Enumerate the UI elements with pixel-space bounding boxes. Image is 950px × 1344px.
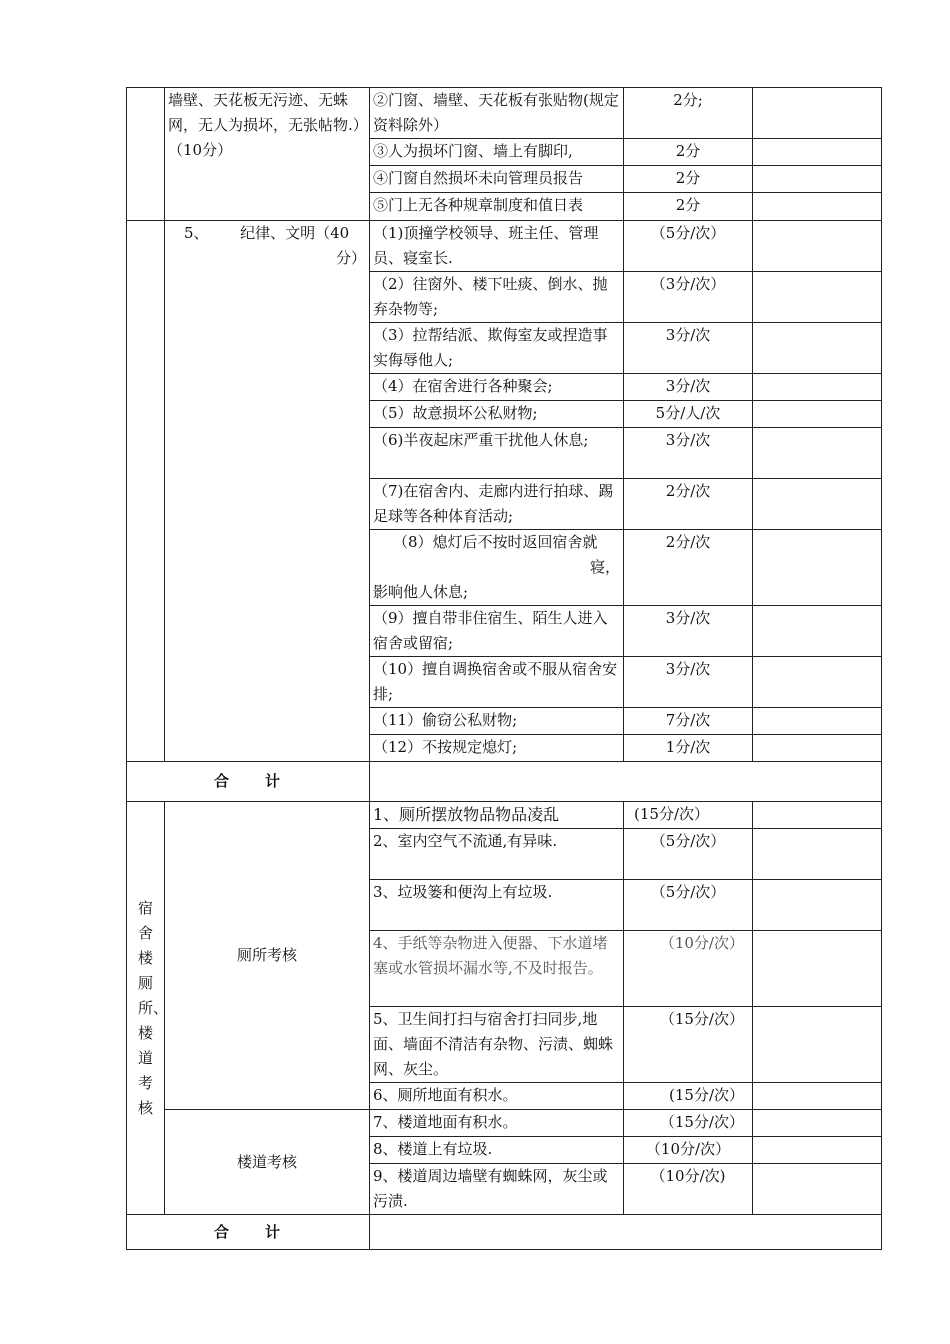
- item-score: (15分/次）: [624, 802, 753, 829]
- item-score: 3分/次: [624, 606, 753, 657]
- item-text-multi: [370, 530, 624, 606]
- item-score: 3分/次: [624, 657, 753, 708]
- blank-cell: [753, 323, 882, 374]
- category-wall: 墙壁、天花板无污迹、无蛛网，无人为损坏，无张帖物.）（10分）: [165, 88, 370, 221]
- blank-cell: [753, 530, 882, 606]
- item-line: （8）熄灯后不按时返回宿舍就: [393, 533, 598, 551]
- total-value-cell: [370, 1215, 882, 1250]
- item-text: （3）拉帮结派、欺侮室友或捏造事实侮辱他人;: [370, 323, 624, 374]
- item-text: （7)在宿舍内、走廊内进行拍球、踢足球等各种体育活动;: [370, 479, 624, 530]
- total-value-cell: [370, 762, 882, 802]
- blank-cell: [753, 802, 882, 829]
- blank-cell: [753, 428, 882, 479]
- item-text: （12）不按规定熄灯;: [370, 735, 624, 762]
- blank-cell: [753, 166, 882, 193]
- item-line: 寝，: [589, 558, 620, 576]
- item-score: 2分/次: [624, 479, 753, 530]
- vertical-text: 宿舍楼厕所、楼道考核: [138, 898, 169, 1117]
- item-text: （5）故意损坏公私财物;: [370, 401, 624, 428]
- item-text: （10）擅自调换宿舍或不服从宿舍安排;: [370, 657, 624, 708]
- item-text: 9、楼道周边墙壁有蜘蛛网，灰尘或污渍.: [370, 1164, 624, 1215]
- blank-cell: [753, 1083, 882, 1110]
- item-text: ⑤门上无各种规章制度和值日表: [370, 193, 624, 221]
- item-text: （9）擅自带非住宿生、陌生人进入宿舍或留宿;: [370, 606, 624, 657]
- blank-left-cell: [127, 88, 165, 221]
- item-score: （10分/次）: [624, 1137, 753, 1164]
- item-text: （11）偷窃公私财物;: [370, 708, 624, 735]
- item-text: （2）往窗外、楼下吐痰、倒水、抛弃杂物等;: [370, 272, 624, 323]
- blank-cell: [753, 193, 882, 221]
- blank-cell: [753, 735, 882, 762]
- item-score: （10分/次）: [624, 931, 753, 1007]
- total-label: [127, 1215, 370, 1250]
- item-score: （5分/次）: [624, 880, 753, 931]
- category-number: 5、: [184, 224, 209, 242]
- item-text: ④门窗自然损坏未向管理员报告: [370, 166, 624, 193]
- item-text: 1、厕所摆放物品物品凌乱: [370, 802, 624, 829]
- item-text: 8、楼道上有垃圾.: [370, 1137, 624, 1164]
- item-text: 4、手纸等杂物进入便器、下水道堵塞或水管损坏漏水等,不及时报告。: [370, 931, 624, 1007]
- item-score: 2分/次: [624, 530, 753, 606]
- item-score: 2分: [624, 193, 753, 221]
- item-score: 2分;: [624, 88, 753, 139]
- item-line: 影响他人休息;: [373, 583, 469, 601]
- blank-cell: [753, 606, 882, 657]
- blank-cell: [753, 88, 882, 139]
- assessment-table: [126, 87, 882, 1250]
- item-text: 6、厕所地面有积水。: [370, 1083, 624, 1110]
- blank-cell: [753, 931, 882, 1007]
- total-label: [127, 762, 370, 802]
- item-text: ③人为损坏门窗、墙上有脚印,: [370, 139, 624, 166]
- item-text: （6)半夜起床严重干扰他人休息;: [370, 428, 624, 479]
- blank-cell: [753, 880, 882, 931]
- item-score: 2分: [624, 166, 753, 193]
- item-score: （5分/次）: [624, 829, 753, 880]
- item-score: （10分/次): [624, 1164, 753, 1215]
- item-text: （4）在宿舍进行各种聚会;: [370, 374, 624, 401]
- item-score: （3分/次）: [624, 272, 753, 323]
- blank-cell: [753, 479, 882, 530]
- category-tail: 分）: [335, 249, 366, 267]
- item-text: ②门窗、墙壁、天花板有张贴物(规定资料除外）: [370, 88, 624, 139]
- item-score: 1分/次: [624, 735, 753, 762]
- item-score: 2分: [624, 139, 753, 166]
- group-toilet: 厕所考核: [165, 802, 370, 1110]
- blank-cell: [753, 374, 882, 401]
- blank-cell: [753, 1164, 882, 1215]
- item-text: 5、卫生间打扫与宿舍打扫同步,地面、墙面不清洁有杂物、污渍、蜘蛛网、灰尘。: [370, 1007, 624, 1083]
- blank-cell: [753, 657, 882, 708]
- blank-cell: [753, 139, 882, 166]
- group-corridor: 楼道考核: [165, 1110, 370, 1215]
- blank-cell: [753, 272, 882, 323]
- item-score: （5分/次）: [624, 221, 753, 272]
- total-label-b: 计: [265, 1222, 283, 1241]
- total-label-b: 计: [265, 772, 283, 790]
- item-score: 5分/人/次: [624, 401, 753, 428]
- item-score: （15分/次）: [624, 1110, 753, 1137]
- item-text: （1)顶撞学校领导、班主任、管理员、寝室长.: [370, 221, 624, 272]
- blank-cell: [753, 1110, 882, 1137]
- total-label-a: 合: [213, 772, 231, 790]
- category-discipline: [165, 221, 370, 762]
- item-score: 3分/次: [624, 374, 753, 401]
- item-text: 2、室内空气不流通,有异味.: [370, 829, 624, 880]
- item-score: 3分/次: [624, 323, 753, 374]
- blank-cell: [753, 1137, 882, 1164]
- item-score: 7分/次: [624, 708, 753, 735]
- blank-cell: [753, 401, 882, 428]
- blank-left-cell: [127, 221, 165, 762]
- item-score: 3分/次: [624, 428, 753, 479]
- item-score: (15分/次）: [624, 1083, 753, 1110]
- section-vertical-label: [127, 802, 169, 1215]
- item-text: 7、楼道地面有积水。: [370, 1110, 624, 1137]
- category-name: 纪律、文明（40: [240, 224, 350, 242]
- item-score: （15分/次）: [624, 1007, 753, 1083]
- blank-cell: [753, 829, 882, 880]
- item-text: 3、垃圾篓和便沟上有垃圾.: [370, 880, 624, 931]
- blank-cell: [753, 1007, 882, 1083]
- blank-cell: [753, 708, 882, 735]
- blank-cell: [753, 221, 882, 272]
- total-label-a: 合: [213, 1222, 231, 1241]
